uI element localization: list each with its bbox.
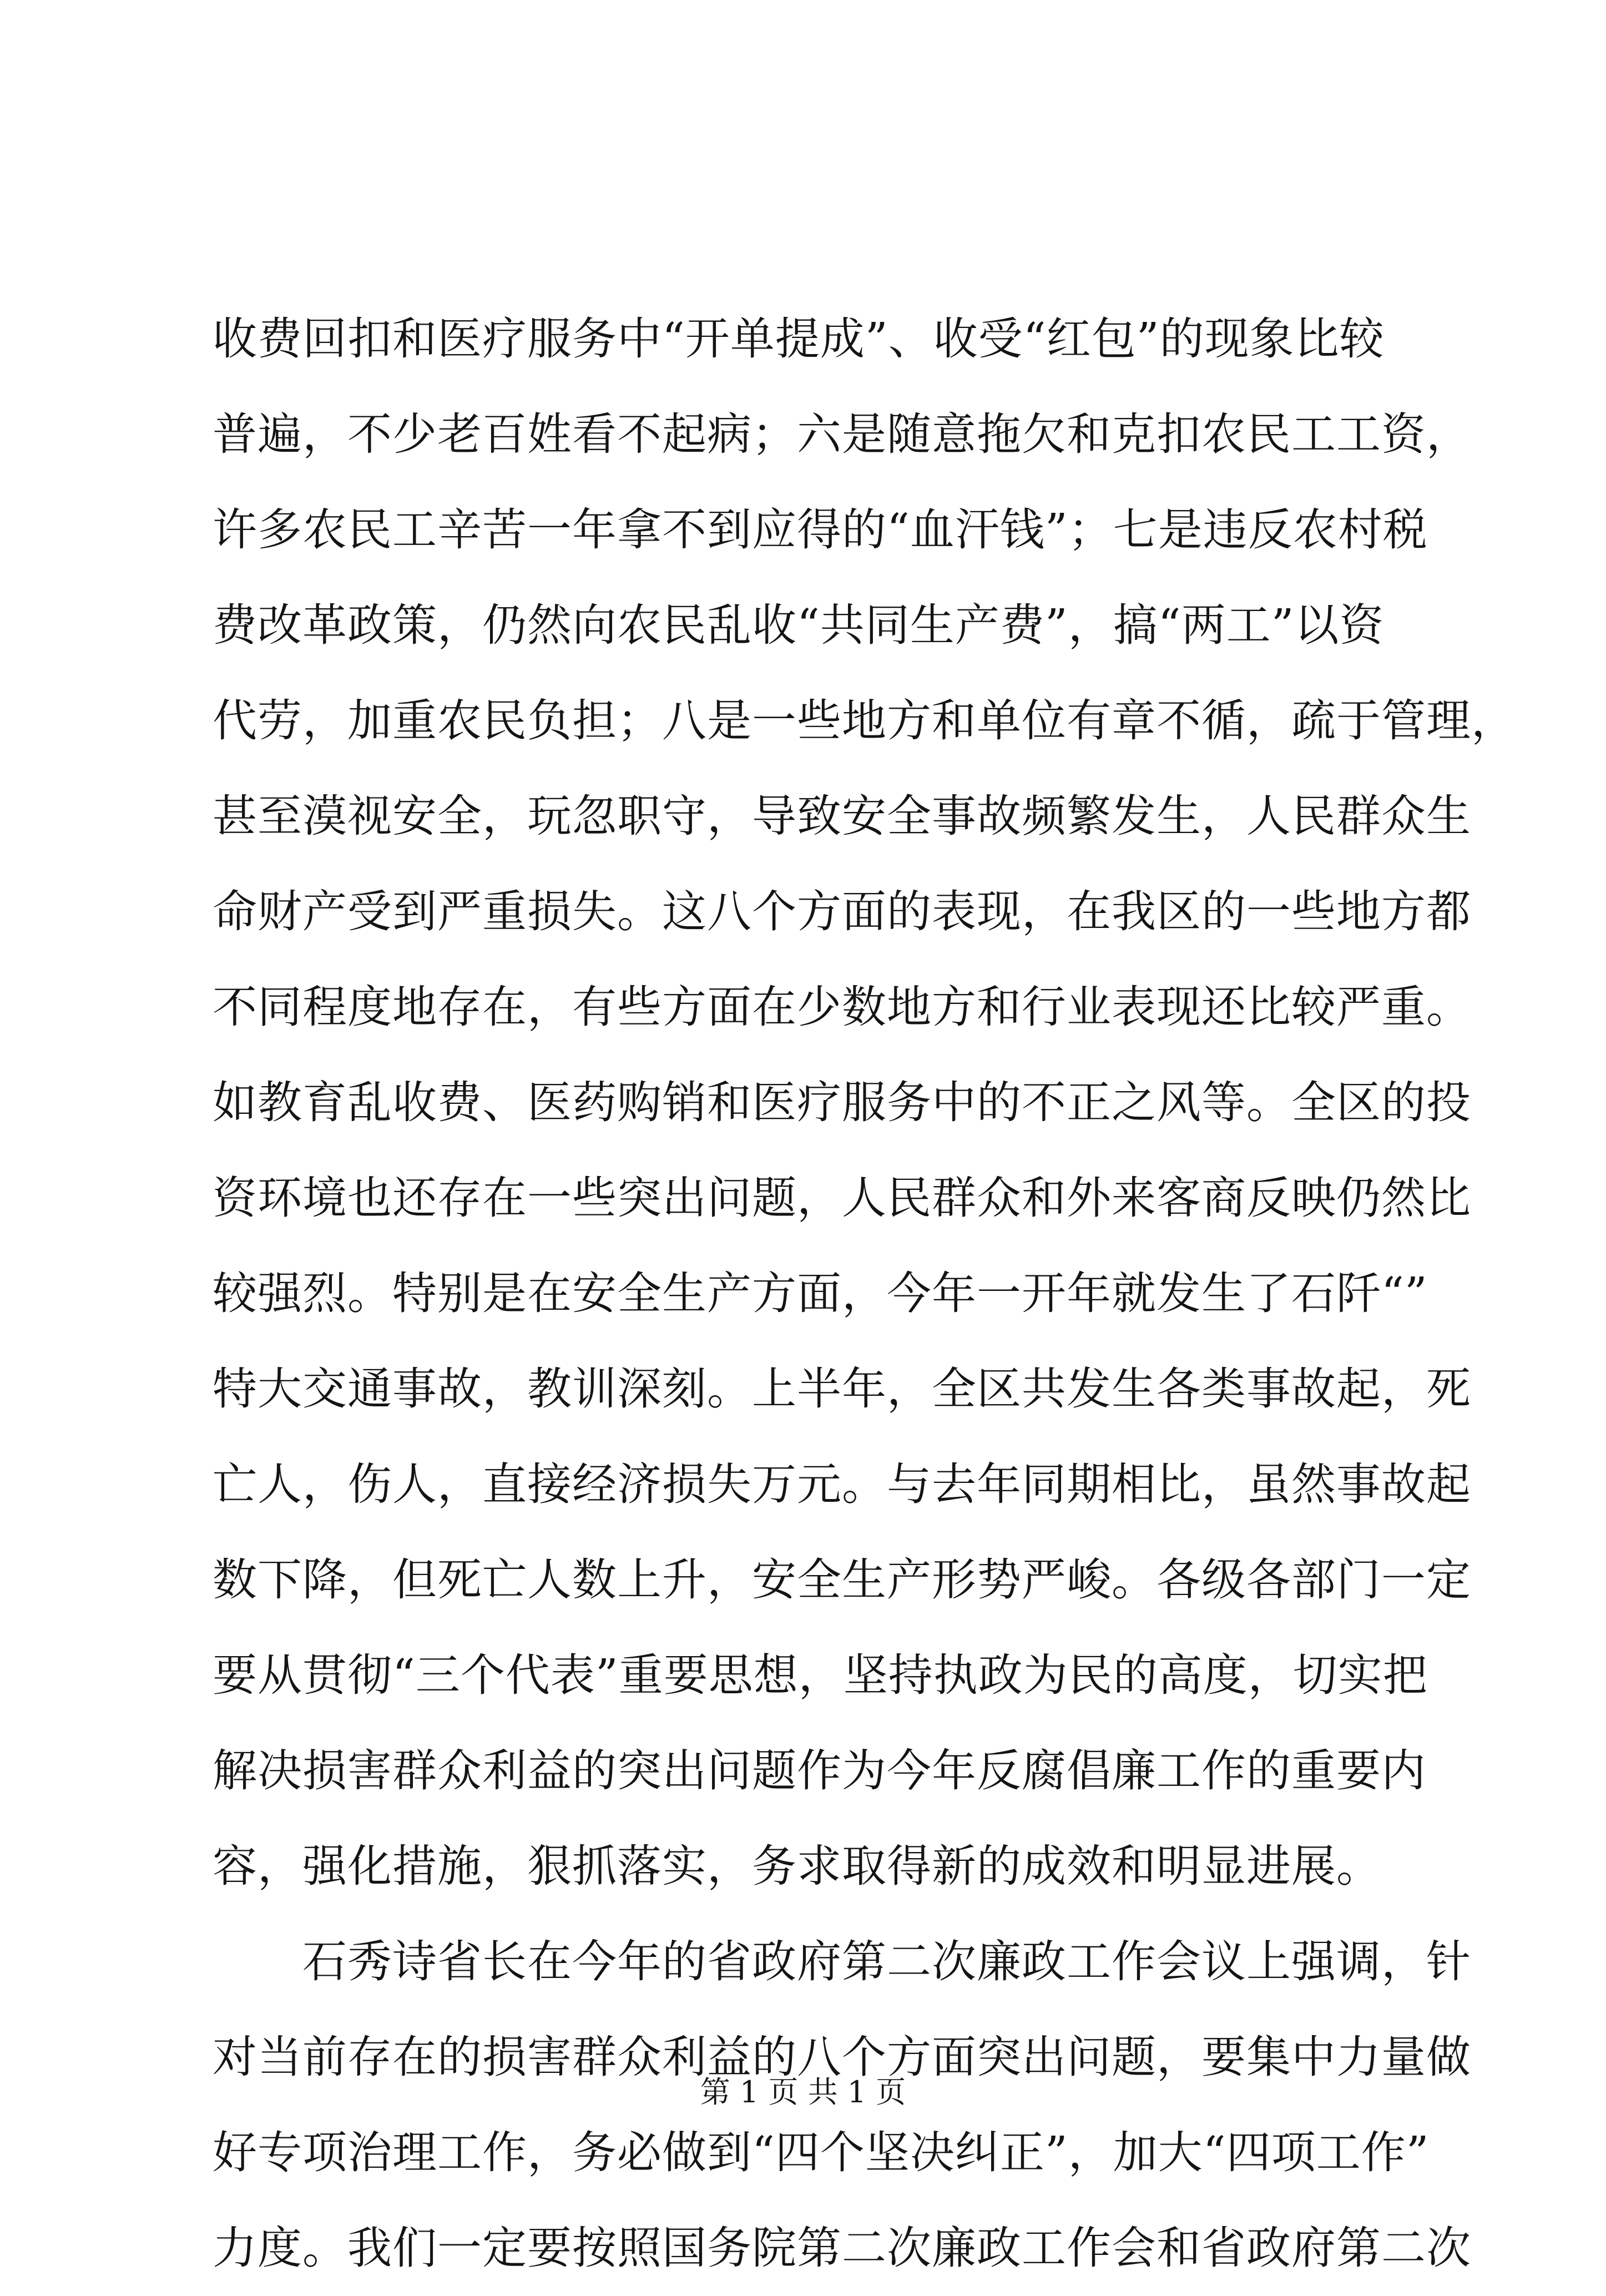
text-line: 对当前存在的损害群众利益的八个方面突出问题，要集中力量做 bbox=[213, 2031, 1471, 2083]
text-line: 普遍，不少老百姓看不起病；六是随意拖欠和克扣农民工工资， bbox=[213, 408, 1471, 460]
text-line: 解决损害群众利益的突出问题作为今年反腐倡廉工作的重要内 bbox=[213, 1745, 1426, 1797]
page-footer bbox=[0, 2073, 1606, 2112]
text-line: 代劳，加重农民负担；八是一些地方和单位有章不循，疏于管理， bbox=[213, 695, 1516, 746]
body-text bbox=[213, 291, 1516, 2296]
text-line: 收费回扣和医疗服务中“开单提成”、收受“红包”的现象比较 bbox=[213, 313, 1385, 365]
page-number-label: 第 1 页 共 1 页 bbox=[700, 2075, 906, 2110]
text-line: 要从贯彻“三个代表”重要思想，坚持执政为民的高度，切实把 bbox=[213, 1649, 1428, 1701]
text-line: 数下降，但死亡人数上升，安全生产形势严峻。各级各部门一定 bbox=[213, 1554, 1471, 1606]
text-line: 不同程度地存在，有些方面在少数地方和行业表现还比较严重。 bbox=[213, 981, 1471, 1033]
text-line: 亡人，伤人，直接经济损失万元。与去年同期相比，虽然事故起 bbox=[213, 1459, 1471, 1510]
text-line: 资环境也还存在一些突出问题，人民群众和外来客商反映仍然比 bbox=[213, 1172, 1471, 1224]
text-line: 许多农民工辛苦一年拿不到应得的“血汗钱”；七是违反农村税 bbox=[213, 504, 1428, 556]
text-line: 较强烈。特别是在安全生产方面，今年一开年就发生了石阡“” bbox=[213, 1268, 1428, 1319]
text-line: 如教育乱收费、医药购销和医疗服务中的不正之风等。全区的投 bbox=[213, 1077, 1471, 1128]
text-line: 费改革政策，仍然向农民乱收“共同生产费”，搞“两工”以资 bbox=[213, 599, 1385, 651]
text-line: 好专项治理工作，务必做到“四个坚决纠正”，加大“四项工作” bbox=[213, 2127, 1430, 2178]
text-line: 容，强化措施，狠抓落实，务求取得新的成效和明显进展。 bbox=[213, 1840, 1381, 1892]
text-line: 特大交通事故，教训深刻。上半年，全区共发生各类事故起，死 bbox=[213, 1363, 1471, 1415]
text-line: 命财产受到严重损失。这八个方面的表现，在我区的一些地方都 bbox=[213, 886, 1471, 937]
text-line: 石秀诗省长在今年的省政府第二次廉政工作会议上强调，针 bbox=[213, 1936, 1471, 1987]
text-line: 甚至漠视安全，玩忽职守，导致安全事故频繁发生，人民群众生 bbox=[213, 790, 1471, 842]
text-line: 力度。我们一定要按照国务院第二次廉政工作会和省政府第二次 bbox=[213, 2222, 1471, 2274]
